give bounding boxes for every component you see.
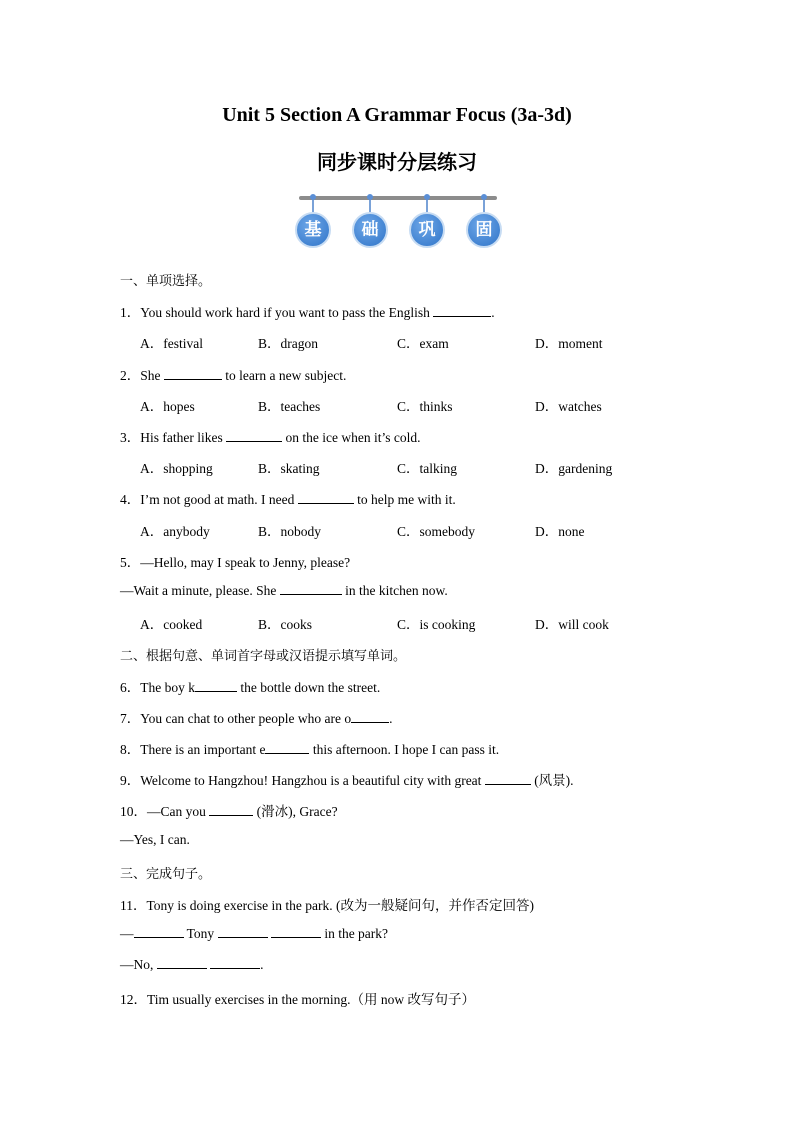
banner-stem xyxy=(483,200,485,212)
option-b[interactable]: B．nobody xyxy=(258,524,322,539)
question-5: 5．—Hello, may I speak to Jenny, please? xyxy=(120,555,351,570)
answer-blank[interactable] xyxy=(218,925,268,938)
question-text: 2．She xyxy=(120,368,164,383)
question-6 xyxy=(120,676,380,696)
question-12: 12．Tim usually exercises in the morning.（用 now 改写句子） xyxy=(120,992,475,1007)
question-text: —No, xyxy=(120,957,157,972)
answer-blank[interactable] xyxy=(157,956,207,969)
question-text: . xyxy=(491,305,495,320)
answer-blank[interactable] xyxy=(351,710,389,723)
question-11: 11．Tony is doing exercise in the park. (改为一般疑问句，并作否定回答) xyxy=(120,898,534,913)
option-a[interactable]: A．hopes xyxy=(140,399,195,414)
option-d[interactable]: D．watches xyxy=(535,399,602,414)
answer-blank[interactable] xyxy=(210,956,260,969)
question-10-reply: —Yes, I can. xyxy=(120,832,190,847)
question-5-reply xyxy=(120,582,448,599)
question-text: 3．His father likes xyxy=(120,430,227,445)
banner-char: 基 xyxy=(295,212,331,248)
question-text: on the ice when it’s cold. xyxy=(282,430,421,445)
question-1 xyxy=(120,301,495,321)
option-c[interactable]: C．thinks xyxy=(397,399,453,414)
page-subtitle: 同步课时分层练习 xyxy=(317,150,477,174)
section-heading: 二、根据句意、单词首字母或汉语提示填写单词。 xyxy=(120,649,407,664)
option-a[interactable]: A．shopping xyxy=(140,461,213,476)
section-heading: 一、单项选择。 xyxy=(120,274,212,289)
answer-blank[interactable] xyxy=(164,367,222,380)
question-3 xyxy=(120,426,420,446)
option-b[interactable]: B．teaches xyxy=(258,399,321,414)
answer-blank[interactable] xyxy=(280,582,342,595)
question-text: 1．You should work hard if you want to pass the English xyxy=(120,305,434,320)
banner-stem xyxy=(369,200,371,212)
option-b[interactable]: B．skating xyxy=(258,461,320,476)
answer-blank[interactable] xyxy=(226,429,282,442)
option-d[interactable]: D．none xyxy=(535,524,585,539)
option-c[interactable]: C．talking xyxy=(397,461,457,476)
answer-blank[interactable] xyxy=(134,925,184,938)
question-text: this afternoon. I hope I can pass it. xyxy=(309,742,500,757)
answer-blank[interactable] xyxy=(195,679,237,692)
question-text: 4．I’m not good at math. I need xyxy=(120,492,298,507)
question-text: the bottle down the street. xyxy=(237,680,381,695)
section-banner xyxy=(295,192,500,252)
option-c[interactable]: C．somebody xyxy=(397,524,476,539)
answer-blank[interactable] xyxy=(209,803,253,816)
question-text: 10．—Can you xyxy=(120,804,210,819)
question-text: — xyxy=(120,926,134,941)
question-4 xyxy=(120,488,456,508)
question-text: . xyxy=(389,711,393,726)
question-9 xyxy=(120,769,574,789)
option-b[interactable]: B．dragon xyxy=(258,336,318,351)
option-c[interactable]: C．is cooking xyxy=(397,617,476,632)
question-10 xyxy=(120,800,338,820)
question-2 xyxy=(120,364,346,384)
question-11-line3 xyxy=(120,956,264,973)
question-text: in the park? xyxy=(320,926,389,941)
option-d[interactable]: D．will cook xyxy=(535,617,609,632)
option-d[interactable]: D．moment xyxy=(535,336,603,351)
question-text: 8．There is an important e xyxy=(120,742,266,757)
answer-blank[interactable] xyxy=(298,491,354,504)
question-text: 6．The boy k xyxy=(120,680,195,695)
option-a[interactable]: A．anybody xyxy=(140,524,210,539)
question-text: 9．Welcome to Hangzhou! Hangzhou is a beautiful city with great xyxy=(120,773,485,788)
option-b[interactable]: B．cooks xyxy=(258,617,312,632)
banner-stem xyxy=(426,200,428,212)
question-text: . xyxy=(260,957,264,972)
question-11-line2 xyxy=(120,925,388,942)
option-a[interactable]: A．festival xyxy=(140,336,203,351)
question-text: —Wait a minute, please. She xyxy=(120,583,280,598)
answer-blank[interactable] xyxy=(485,772,531,785)
section-heading: 三、完成句子。 xyxy=(120,867,212,882)
question-text: to learn a new subject. xyxy=(221,368,347,383)
question-text: in the kitchen now. xyxy=(341,583,448,598)
question-7 xyxy=(120,707,392,727)
question-text: (风景). xyxy=(530,773,574,788)
page-title: Unit 5 Section A Grammar Focus (3a-3d) xyxy=(222,104,572,126)
option-c[interactable]: C．exam xyxy=(397,336,449,351)
answer-blank[interactable] xyxy=(271,925,321,938)
option-a[interactable]: A．cooked xyxy=(140,617,203,632)
question-text: Tony xyxy=(183,926,218,941)
question-text: (滑冰), Grace? xyxy=(253,804,338,819)
banner-bar xyxy=(299,196,497,200)
question-text: 7．You can chat to other people who are o xyxy=(120,711,352,726)
option-d[interactable]: D．gardening xyxy=(535,461,613,476)
answer-blank[interactable] xyxy=(433,304,491,317)
question-text: to help me with it. xyxy=(353,492,456,507)
banner-char: 巩 xyxy=(409,212,445,248)
banner-stem xyxy=(312,200,314,212)
question-8 xyxy=(120,738,499,758)
answer-blank[interactable] xyxy=(265,741,309,754)
banner-char: 固 xyxy=(466,212,502,248)
banner-char: 础 xyxy=(352,212,388,248)
